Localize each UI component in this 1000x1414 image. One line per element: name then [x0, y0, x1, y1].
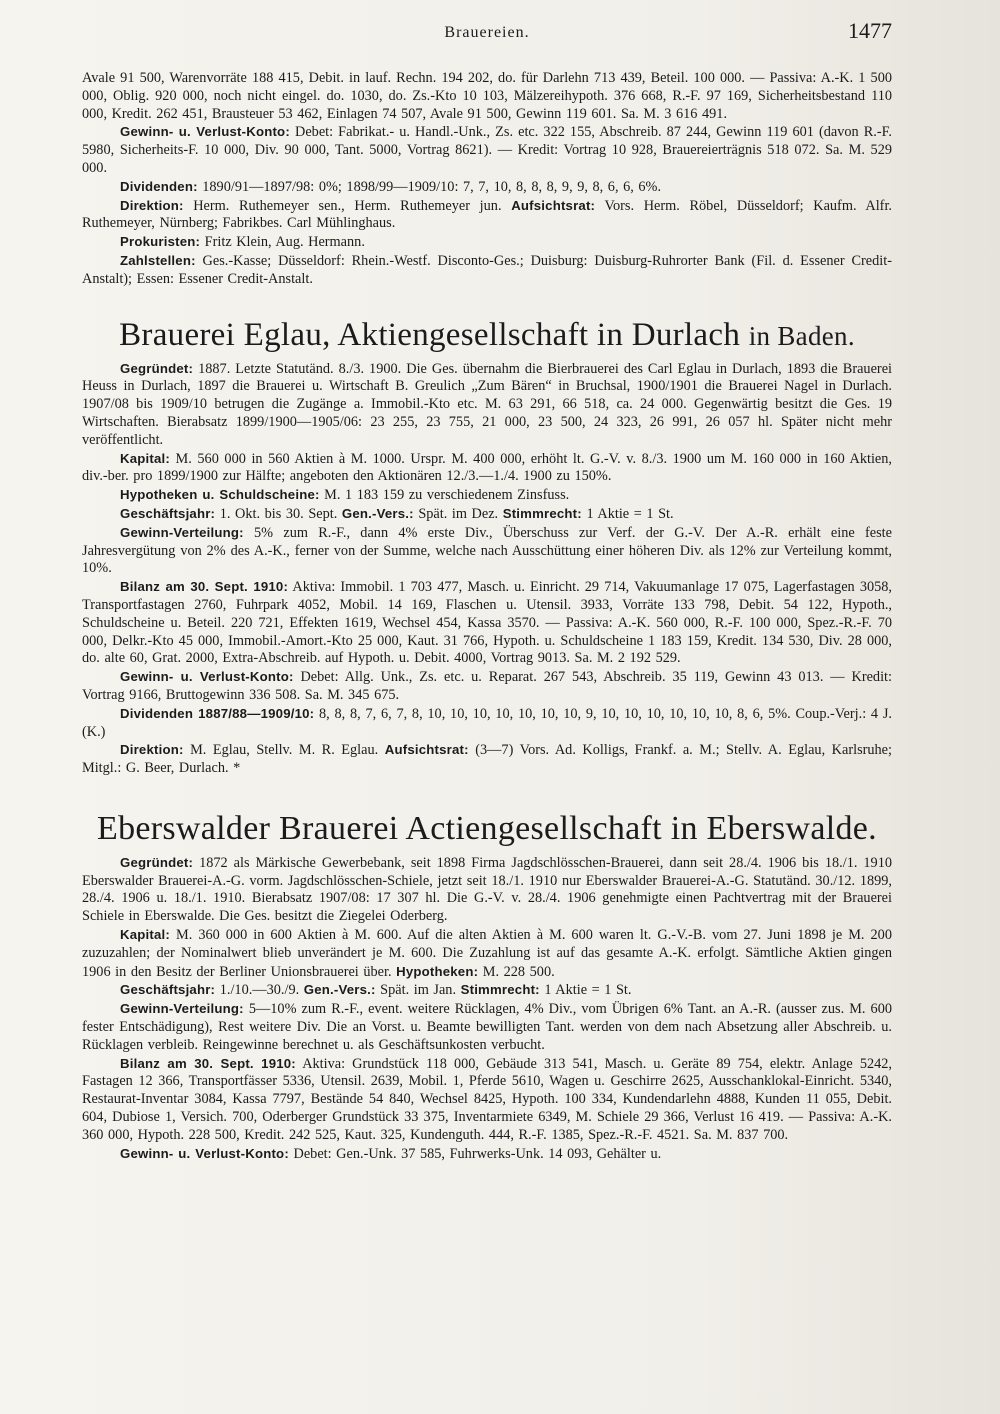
- field-label: Kapital:: [120, 927, 170, 943]
- field-label: Stimmrecht:: [502, 505, 582, 521]
- field-text: (3—7) Vors. Ad. Kolligs, Frankf. a. M.; Stellv. A. Eglau, Karlsruhe; Mitgl.: G. Beer, Durlach. *: [82, 742, 893, 777]
- profit-loss-paragraph: [82, 123, 892, 177]
- heading-text: Brauerei Eglau, Aktiengesellschaft in Durlach: [119, 316, 741, 353]
- field-text: M. 360 000 in 600 Aktien à M. 600. Auf die alten Aktien à M. 600 waren lt. G.-V.-B. vom 27. Juni 1898 je M. 200 zuzuzahlen; der Nominalwert blieb unverändert je M. 600. Die Zuzahlung ist auf das gesamte A.-K. erfolgt. Sämtliche Aktien gingen 1906 in den Besitz der Berliner Unionsbrauerei über.: [82, 927, 892, 980]
- running-header: [82, 18, 892, 48]
- profit-distribution-paragraph: [82, 1000, 892, 1054]
- field-label: Prokuristen:: [120, 234, 201, 250]
- field-text: 1872 als Märkische Gewerbebank, seit 1898 Firma Jagdschlösschen-Brauerei, dann seit 28./4. 1906 bis 18./1. 1910 Eberswalder Brauerei-A.-G. vorm. Jagdschlösschen-Schiele, jetzt seit 18./1. 1910 nur Eberswalder Brauerei-A.-G. Statutänd. 30./12. 1899, 28./4. 1906 u. 18./1. 1910. Bierabsatz 1907/08: 17 307 hl. Die G.-V. v. 28./4. 1906 genehmigte einen Pachtvertrag mit der Brauerei Schiele in Eberswalde. Die Ges. besitzt die Ziegelei Oderberg.: [82, 854, 892, 925]
- profit-loss-paragraph: [82, 1145, 892, 1164]
- field-text: 1./10.—30./9.: [219, 982, 300, 999]
- field-label: Bilanz am 30. Sept. 1910:: [120, 1055, 296, 1071]
- field-label: Gen.-Vers.:: [341, 505, 414, 521]
- field-text: Aktiva: Grundstück 118 000, Gebäude 313 541, Masch. u. Geräte 89 754, elektr. Anlage 5242, Fastagen 12 366, Transportfässer 5336, Utensil. 2639, Mobil. 1, Pferde 5610, Wagen u. Geschirre 2625, Ausschanklokal-Einricht. 5340, Restaurat-Inventar 3084, Kassa 7797, Bestände 54 840, Wechsel 8425, Hypoth. 100 334, Kundendarlehn 4888, Kunden 11 055, Debit. 604, Dubiose 1, Versich. 700, Oderberger Grundstück 33 375, Inventarmiete 6349, M. Schiele 29 366, Verlust 16 419. — Passiva: A.-K. 360 000, Hypoth. 228 500, Kredit. 242 525, Kaut. 325, Kundenguth. 444, R.-F. 1385, Spez.-R.-F. 4521. Sa. M. 837 700.: [82, 1055, 892, 1143]
- field-label: Geschäftsjahr:: [120, 505, 216, 521]
- field-label: Direktion:: [120, 742, 184, 758]
- field-label: Gegründet:: [120, 854, 194, 870]
- field-label: Aufsichtsrat:: [384, 742, 469, 758]
- company-heading-eberswalde: Eberswalder Brauerei Actiengesellschaft in Eberswalde.: [97, 809, 877, 847]
- balance-continuation: Avale 91 500, Warenvorräte 188 415, Debit. in lauf. Rechn. 194 202, do. für Darlehn 713 439, Beteil. 100 000. — Passiva: A.-K. 1 500 000, Oblig. 920 000, noch nicht eingel. do. 1030, do. Zs.-Kto 10 103, Mälzereihypoth. 376 668, R.-F. 97 169, Sicherheitsbestand 110 000, Kredit. 262 451, Brausteuer 53 462, Einlagen 74 507, Avale 91 500, Gewinn 119 601. Sa. M. 3 616 491.: [82, 70, 892, 122]
- field-label: Gewinn- u. Verlust-Konto:: [120, 669, 294, 685]
- field-label: Stimmrecht:: [460, 982, 540, 998]
- field-text: Herm. Ruthemeyer sen., Herm. Ruthemeyer jun.: [193, 197, 502, 214]
- field-label: Gewinn- u. Verlust-Konto:: [120, 124, 290, 140]
- field-text: M. 1 183 159 zu verschiedenem Zinsfuss.: [324, 487, 570, 504]
- fiscal-year-paragraph: [82, 981, 892, 1000]
- board-paragraph: [82, 741, 892, 778]
- balance-paragraph: [82, 1055, 892, 1145]
- field-label: Hypotheken:: [396, 963, 479, 979]
- dividends-paragraph: [82, 178, 892, 197]
- profit-distribution-paragraph: [82, 524, 892, 578]
- page-body: [82, 70, 892, 1163]
- board-paragraph: [82, 197, 892, 234]
- field-label: Aufsichtsrat:: [511, 197, 596, 213]
- field-text: M. 560 000 in 560 Aktien à M. 1000. Urspr. M. 400 000, erhöht lt. G.-V. v. 8./3. 1900 um M. 160 000 in 160 Aktien, div.-ber. pro 1899/1900 zur Hälfte; angeboten den Aktionären 12./3.—1./4. 1900 zu 150%.: [82, 450, 892, 485]
- field-label: Geschäftsjahr:: [120, 982, 216, 998]
- field-text: M. 228 500.: [482, 963, 555, 980]
- field-label: Kapital:: [120, 450, 170, 466]
- company-heading-eglau: [82, 317, 892, 354]
- field-text: 1890/91—1897/98: 0%; 1898/99—1909/10: 7, 7, 10, 8, 8, 8, 9, 9, 8, 6, 6, 6%.: [202, 178, 662, 195]
- field-label: Gewinn- u. Verlust-Konto:: [120, 1145, 289, 1161]
- field-text: Debet: Gen.-Unk. 37 585, Fuhrwerks-Unk. 14 093, Gehälter u.: [293, 1145, 662, 1162]
- field-text: 1 Aktie = 1 St.: [586, 505, 674, 522]
- field-label: Bilanz am 30. Sept. 1910:: [120, 579, 289, 595]
- field-text: Aktiva: Immobil. 1 703 477, Masch. u. Einricht. 29 714, Vakuumanlage 17 075, Lagerfastagen 3058, Transportfastagen 2760, Fuhrpark 4052, Mobil. 14 169, Flaschen u. Utensil. 3933, Vorräte 133 798, Debit. 54 122, Hypoth., Schuldscheine u. Beteil. 220 721, Effekten 1619, Wechsel 454, Kassa 3570. — Passiva: A.-K. 560 000, R.-F. 100 000, Spez.-R.-F. 70 000, Delkr.-Kto 45 000, Immobil.-Amort.-Kto 25 000, Kaut. 31 766, Hypoth. u. Schuldscheine 1 183 159, Kredit. 134 530, Div. 28 000, do. alte 60, Grat. 2000, Extra-Abschreib. auf Hypoth. u. Debit. 4000, Vortrag 9013. Sa. M. 2 192 529.: [82, 579, 892, 667]
- field-label: Gegründet:: [120, 360, 194, 376]
- balance-paragraph: [82, 578, 892, 668]
- dividends-paragraph: [82, 705, 892, 742]
- field-label: Gen.-Vers.:: [303, 982, 376, 998]
- field-label: Hypotheken u. Schuldscheine:: [120, 487, 320, 503]
- field-label: Zahlstellen:: [120, 252, 196, 268]
- field-text: Debet: Allg. Unk., Zs. etc. u. Reparat. 267 543, Abschreib. 35 119, Gewinn 43 013. — Kredit: Vortrag 9166, Bruttogewinn 336 508. Sa. M. 345 675.: [82, 669, 892, 703]
- field-label: Direktion:: [120, 197, 184, 213]
- field-text: 1 Aktie = 1 St.: [544, 982, 632, 999]
- field-text: Spät. im Dez.: [418, 505, 499, 522]
- profit-loss-paragraph: [82, 668, 892, 705]
- page-number: 1477: [848, 18, 892, 43]
- field-text: 8, 8, 8, 7, 6, 7, 8, 10, 10, 10, 10, 10, 10, 10, 9, 10, 10, 10, 10, 10, 10, 8, 6, 5%. Coup.-Verj.: 4 J. (K.): [82, 705, 892, 740]
- field-text: 1887. Letzte Statutänd. 8./3. 1900. Die Ges. übernahm die Bierbrauerei des Carl Eglau in Durlach, 1893 die Brauerei Heuss in Durlach, 1897 die Brauerei u. Wirtschaft B. Greulich „Zum Bären“ in Bruchsal, 1900/1901 die Brauerei Nagel in Durlach. 1907/08 bis 1909/10 betrugen die Zugänge a. Immobil.-Kto etc. M. 63 291, 66 518, ca. 24 000. Gegenwärtig besitzt die Ges. 19 Wirtschaften. Bierabsatz 1899/1900—1905/06: 23 255, 23 755, 21 000, 23 500, 24 323, 26 991, 26 057 hl. Später nicht mehr veröffentlicht.: [82, 360, 893, 448]
- procurators-paragraph: [82, 233, 892, 252]
- field-text: Fritz Klein, Aug. Hermann.: [204, 234, 365, 251]
- field-text: M. Eglau, Stellv. M. R. Eglau.: [190, 742, 379, 759]
- founded-paragraph: [82, 854, 892, 926]
- field-label: Gewinn-Verteilung:: [120, 1001, 244, 1017]
- field-text: 5—10% zum R.-F., event. weitere Rücklagen, 4% Div., vom Übrigen 6% Tant. an A.-R. (ausser zus. M. 600 fester Entschädigung), Rest weitere Div. Die an Vorst. u. Beamte bewilligten Tant. werden von dem nach Absetzung aller Abschreib. u. Rücklagen verbleib. Reingewinne berechnet u. als Geschäftsunkosten verbucht.: [82, 1001, 893, 1053]
- field-text: Ges.-Kasse; Düsseldorf: Rhein.-Westf. Disconto-Ges.; Duisburg: Duisburg-Ruhrorter Bank (Fil. d. Essener Credit-Anstalt); Essen: Essener Credit-Anstalt.: [82, 252, 892, 287]
- capital-paragraph: [82, 926, 892, 981]
- paying-agents-paragraph: [82, 252, 892, 289]
- field-text: Spät. im Jan.: [380, 982, 457, 999]
- field-label: Dividenden 1887/88—1909/10:: [120, 705, 315, 721]
- field-label: Gewinn-Verteilung:: [120, 524, 244, 540]
- field-label: Dividenden:: [120, 178, 198, 194]
- heading-suffix: in Baden.: [748, 320, 855, 351]
- fiscal-year-paragraph: [82, 505, 892, 524]
- capital-paragraph: [82, 450, 892, 487]
- field-text: Debet: Fabrikat.- u. Handl.-Unk., Zs. etc. 322 155, Abschreib. 87 244, Gewinn 119 601 (davon R.-F. 5980, Sicherheits-F. 10 000, Div. 90 000, Tant. 5000, Vortrag 8621). — Kredit: Vortrag 10 928, Brauereierträgnis 518 072. Sa. M. 529 000.: [82, 124, 892, 176]
- founded-paragraph: [82, 360, 892, 450]
- field-text: Vors. Herm. Röbel, Düsseldorf; Kaufm. Alfr. Ruthemeyer, Nürnberg; Fabrikbes. Carl Mühlinghaus.: [82, 197, 892, 232]
- field-text: 5% zum R.-F., dann 4% erste Div., Überschuss zur Verf. der G.-V. Der A.-R. erhält eine feste Jahresvergütung von 2% des A.-K., ferner von der Summe, welche nach Ausschüttung einer höheren Div. als 12% zur Verteilung kommt, 10%.: [82, 524, 892, 577]
- mortgages-paragraph: [82, 486, 892, 505]
- field-text: 1. Okt. bis 30. Sept.: [219, 505, 338, 522]
- running-title: Brauereien.: [444, 24, 530, 41]
